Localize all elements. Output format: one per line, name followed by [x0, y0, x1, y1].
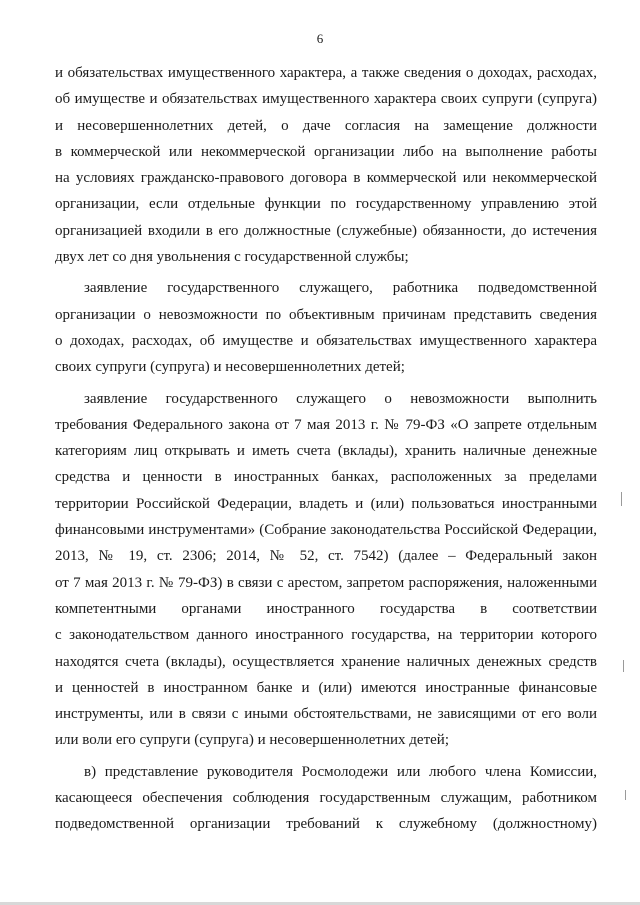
text-line: и несовершеннолетних детей, о даче согласия на замещение должности	[55, 117, 597, 134]
page-number: 6	[316, 31, 324, 46]
text-line: на условиях гражданско-правового договора в коммерческой или некоммерческой	[55, 170, 597, 187]
text-line: средства и ценности в иностранных банках, расположенных за пределами	[55, 469, 597, 486]
text-line: требования Федерального закона от 7 мая 2013 г. № 79-ФЗ «О запрете отдельным	[55, 416, 597, 433]
text-line: категориям лиц открывать и иметь счета (вклады), хранить наличные денежные	[55, 443, 597, 460]
text-line: о доходах, расходах, об имуществе и обязательствах имущественного характера	[55, 332, 597, 349]
text-line: 2013, № 19, ст. 2306; 2014, № 52, ст. 7542) (далее – Федеральный закон	[55, 548, 597, 565]
text-line: компетентными органами иностранного государства в соответствии	[55, 600, 597, 617]
text-line: подведомственной организации требований к служебному (должностному)	[55, 816, 597, 833]
text-line: в коммерческой или некоммерческой организации либо на выполнение работы	[55, 143, 597, 160]
text-line: финансовыми инструментами» (Собрание законодательства Российской Федерации,	[55, 522, 597, 539]
text-line: от 7 мая 2013 г. № 79-ФЗ) в связи с арестом, запретом распоряжения, наложенными	[55, 574, 597, 591]
document-body	[55, 60, 597, 838]
text-line: территории Российской Федерации, владеть и (или) пользоваться иностранными	[55, 495, 597, 512]
text-line: инструменты, или в связи с иными обстоятельствами, не зависящими от его воли	[55, 706, 597, 723]
text-line: и обязательствах имущественного характера, а также сведения о доходах, расходах,	[55, 65, 597, 81]
text-line: в) представление руководителя Росмолодежи или любого члена Комиссии,	[84, 763, 597, 780]
text-line: организацией входили в его должностные (служебные) обязанности, до истечения	[55, 222, 597, 239]
text-line: двух лет со дня увольнения с государственной службы;	[55, 249, 409, 266]
text-line: организации, если отдельные функции по государственному управлению этой	[55, 196, 597, 213]
text-line: организации о невозможности по объективным причинам представить сведения	[55, 306, 597, 323]
text-line: с законодательством данного иностранного государства, на территории которого	[55, 627, 597, 644]
scan-margin-mark	[623, 660, 624, 672]
text-line: касающееся обеспечения соблюдения государственным служащим, работником	[55, 790, 597, 807]
scan-margin-mark	[625, 790, 626, 800]
text-line: заявление государственного служащего о невозможности выполнить	[84, 390, 597, 407]
text-line: заявление государственного служащего, работника подведомственной	[84, 280, 597, 297]
text-line: или воли его супруги (супруга) и несовершеннолетних детей;	[55, 732, 449, 749]
text-line: находятся счета (вклады), осуществляется хранение наличных денежных средств	[55, 653, 597, 670]
scan-margin-mark	[621, 492, 622, 506]
text-line: об имуществе и обязательствах имущественного характера своих супруги (супруга)	[55, 91, 597, 108]
text-line: своих супруги (супруга) и несовершеннолетних детей;	[55, 359, 405, 376]
text-line: и ценностей в иностранном банке и (или) имеются иностранные финансовые	[55, 679, 597, 696]
